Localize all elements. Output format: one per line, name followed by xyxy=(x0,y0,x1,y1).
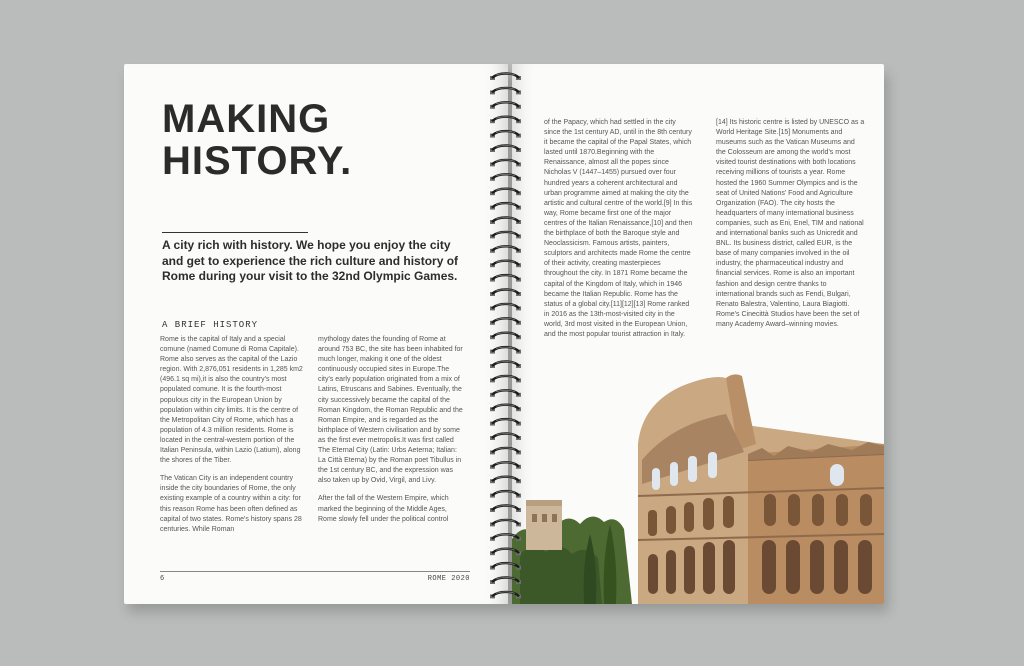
binding-ring xyxy=(492,232,519,237)
binding-ring xyxy=(492,419,519,424)
right-page xyxy=(512,64,884,604)
binding-ring xyxy=(492,275,519,280)
binding-ring xyxy=(492,534,519,539)
binding-ring xyxy=(492,131,519,136)
intro-text: A city rich with history. We hope you enjoy the city and get to experience the rich culture and history of Rome during your visit to the 32nd Olympic Games. xyxy=(162,238,459,283)
binding-ring xyxy=(492,563,519,568)
binding-ring xyxy=(492,88,519,93)
left-page xyxy=(124,64,508,604)
binding-ring xyxy=(492,347,519,352)
binding-ring xyxy=(492,592,519,597)
binding-ring xyxy=(492,376,519,381)
binding-ring xyxy=(492,491,519,496)
binding-ring xyxy=(492,405,519,410)
title-line-1: MAKING xyxy=(162,97,331,141)
binding-ring xyxy=(492,290,519,295)
binding-ring xyxy=(492,261,519,266)
paragraph: Rome is the capital of Italy and a special comune (named Comune di Roma Capitale). Rome also serves as the capital of the Lazio region. With 2,876,051 residents in 1,285 km2 (496.1 sq mi),it is also the country's most populated comune. It is the fourth-most populous city in the European Union by population within city limits. It is the centre of the Metropolitan City of Rome, which has a population of 4.3 million residents. Rome is located in the central-western portion of the Italian Peninsula, within Lazio (Latium), along the shores of the Tiber. xyxy=(160,336,303,465)
page-title xyxy=(162,98,352,182)
binding-ring xyxy=(492,362,519,367)
spiral-binding-icon xyxy=(486,62,526,607)
binding-ring xyxy=(492,174,519,179)
binding-ring xyxy=(492,506,519,511)
binding-ring xyxy=(492,578,519,583)
paragraph: The Vatican City is an independent country inside the city boundaries of Rome, the only existing example of a country within a city: for this reason Rome has been often defined as capital of two states. Rome's history spans 28 centuries. While Roman xyxy=(160,475,302,533)
binding-ring xyxy=(492,74,519,79)
binding-ring xyxy=(492,333,519,338)
text-column-3: of the Papacy, which had settled in the city since the 1st century AD, until in the 8th century it became the capital of the Papal States, which lasted until 1870.Beginning with the Renaissance, almost all the popes since Nicholas V (1447–1455) pursued over four hundred years a coherent architectural and urban programme aimed at making the city the artistic and cultural centre of the world.[9] In this way, Rome became first one of the major centres of the Italian Renaissance,[10] and then the birthplace of both the Baroque style and Neoclassicism. Famous artists, painters, sculptors and architects made Rome the centre of their activity, creating masterpieces throughout the city. In 1871 Rome became the capital of the Kingdom of Italy, which in 1946 became the Italian Republic. Rome has the status of a global city.[11][12][13] Rome ranked in 2016 as the 13th-most-visited city in the world, 3rd most visited in the European Union, and the most popular tourist attraction in Italy. xyxy=(544,119,693,338)
binding-ring xyxy=(492,203,519,208)
binding-ring xyxy=(492,448,519,453)
paragraph: After the fall of the Western Empire, which marked the beginning of the Middle Ages, Rome slowly fell under the political control xyxy=(318,495,449,523)
text-column-4: [14] Its historic centre is listed by UNESCO as a World Heritage Site.[15] Monuments and museums such as the Vatican Museums and the Colosseum are among the world's most visited tourist destinations with both locations receiving millions of tourists a year. Rome hosted the 1960 Summer Olympics and is the seat of United Nations' Food and Agriculture Organization (FAO). The city hosts the headquarters of many international business companies, such as Eni, Enel, TIM and national and international banks such as Unicredit and BNL. Its business district, called EUR, is the base of many companies involved in the oil industry, the pharmaceutical industry and financial services. Rome is also an important fashion and design centre thanks to international brands such as Fendi, Bulgari, Renato Balestra, Valentino, Laura Biagiotti. Rome's Cinecittà Studios have been the set of many Academy Award–winning movies. xyxy=(716,119,865,328)
section-heading: A BRIEF HISTORY xyxy=(162,320,259,330)
binding-ring xyxy=(492,390,519,395)
binding-ring xyxy=(492,102,519,107)
paragraph: mythology dates the founding of Rome at around 753 BC, the site has been inhabited for much longer, making it one of the oldest continuously occupied sites in Europe.The city's early population originated from a mix of Latins, Etruscans and Sabines. Eventually, the city successively became the capital of the Roman Kingdom, the Roman Republic and the Roman Empire, and is regarded as the birthplace of Western civilisation and by some as the first ever metropolis.It was first called The Eternal City (Latin: Urbs Aeterna; Italian: La Città Eterna) by the Roman poet Tibullus in the 1st century BC, and the expression was also taken up by Ovid, Virgil, and Livy. xyxy=(318,336,463,485)
binding-ring xyxy=(492,117,519,122)
text-column-1 xyxy=(160,335,305,543)
binding-ring xyxy=(492,218,519,223)
title-divider xyxy=(162,232,308,233)
binding-ring xyxy=(492,549,519,554)
running-footer: ROME 2020 xyxy=(427,575,470,583)
binding-ring xyxy=(492,318,519,323)
binding-ring xyxy=(492,304,519,309)
page-number: 6 xyxy=(160,575,165,583)
binding-ring xyxy=(492,189,519,194)
binding-ring xyxy=(492,462,519,467)
binding-ring xyxy=(492,146,519,151)
text-column-2 xyxy=(318,335,463,533)
binding-ring xyxy=(492,434,519,439)
binding-ring xyxy=(492,477,519,482)
binding-ring xyxy=(492,160,519,165)
binding-ring xyxy=(492,520,519,525)
colosseum-photo-icon xyxy=(512,364,884,604)
binding-ring xyxy=(492,246,519,251)
footer-divider xyxy=(160,571,470,572)
title-line-2: HISTORY. xyxy=(162,139,353,183)
